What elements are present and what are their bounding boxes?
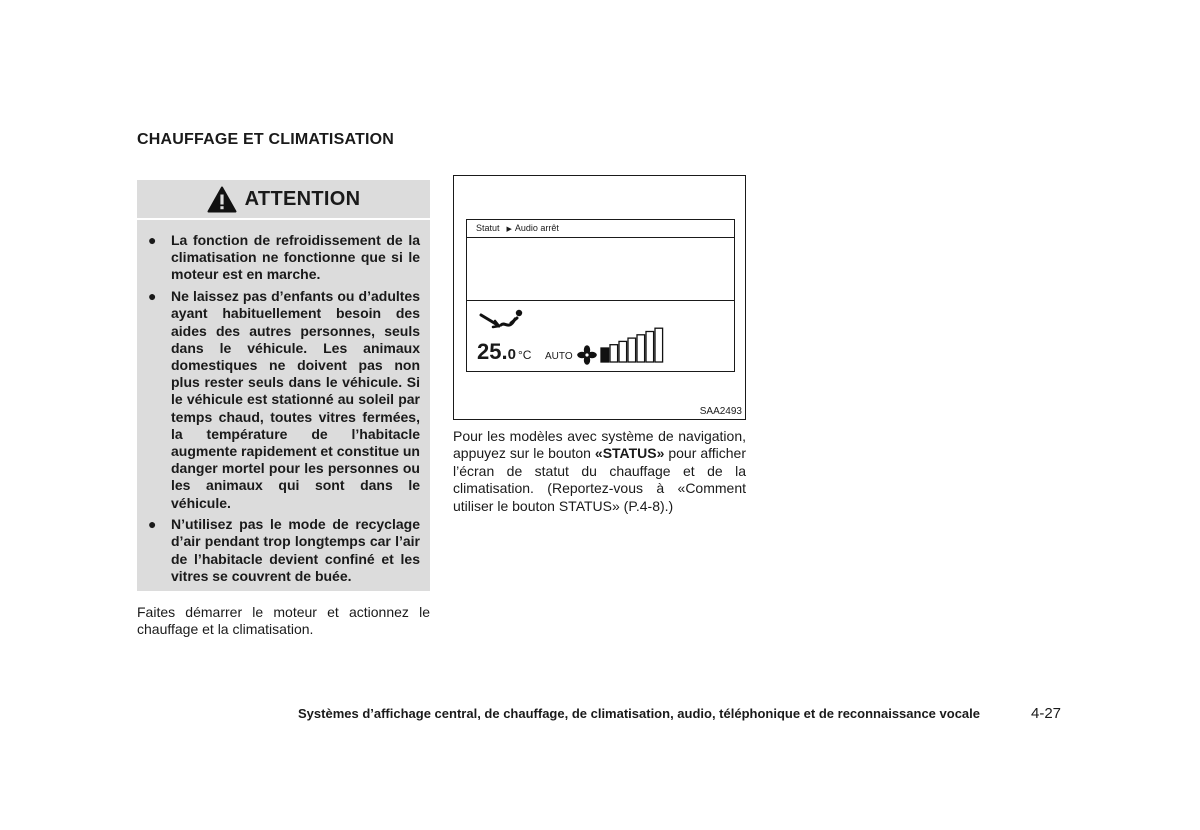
airflow-face-icon (479, 309, 529, 337)
status-button-label: «STATUS» (594, 445, 665, 462)
attention-item-text: Ne laissez pas d’enfants ou d’adultes ayant habituellement besoin des aides des autres personnes, seuls dans le véhicule. Les animaux domestiques ne doivent pas non plus rester seuls dans le véhicule. Si le véhicule est stationné au soleil par temps chaud, toutes vitres fermées, la température de l’habitacle augmente rapidement et constitue un danger mortel pour les personnes ou les animaux qui sont dans le véhicule. (171, 288, 420, 511)
attention-title: ATTENTION (244, 187, 361, 210)
attention-item (137, 288, 430, 512)
fan-speed-bar (619, 341, 627, 362)
intro-paragraph: Faites démarrer le moteur et actionnez le chauffage et la climatisation. (137, 604, 430, 638)
warning-triangle-icon (207, 186, 237, 213)
fan-speed-bars (600, 327, 680, 363)
fan-speed-bar (610, 345, 618, 362)
temperature-decimal: 0 (507, 346, 516, 363)
status-paragraph-part: pour afficher l’écran de statut du chauffage et de la climatisation. (Reportez-vous à «Comment utiliser le bouton STATUS» (P.4-8).) (453, 445, 746, 514)
attention-header (137, 180, 430, 220)
triangle-right-icon: ▶ (506, 226, 512, 233)
status-paragraph-part: Pour les modèles avec système de navigation, appuyez sur le bouton (453, 428, 746, 462)
fan-speed-bar (637, 335, 645, 362)
bullet-icon: ● (148, 516, 157, 533)
mode-label: AUTO (545, 351, 573, 362)
page-number: 4-27 (1031, 705, 1062, 722)
attention-box (137, 180, 430, 591)
figure-code: SAA2493 (699, 406, 742, 417)
status-label: Statut (476, 223, 500, 233)
bullet-icon: ● (148, 232, 157, 248)
temperature-unit: °C (517, 348, 532, 362)
temperature-integer: 25. (477, 339, 508, 364)
fan-speed-bar (601, 348, 609, 362)
fan-icon (577, 345, 597, 365)
attention-item-text: La fonction de refroidissement de la climatisation ne fonctionne que si le moteur est en marche. (171, 232, 420, 283)
temperature-display (477, 340, 531, 367)
screen-header (467, 220, 734, 238)
audio-status-label: Audio arrêt (514, 223, 559, 233)
status-screen-figure (453, 175, 746, 420)
status-screen (466, 219, 735, 372)
attention-item-text: N’utilisez pas le mode de recyclage d’air pendant trop longtemps car l’air de l’habitacle devient confiné et les vitres se couvrent de buée. (171, 516, 420, 584)
footer-chapter-title: Systèmes d’affichage central, de chauffage, de climatisation, audio, téléphonique et de reconnaissance vocale (298, 706, 980, 721)
bullet-icon: ● (148, 288, 157, 305)
fan-speed-bar (628, 338, 636, 362)
section-title: CHAUFFAGE ET CLIMATISATION (137, 131, 395, 148)
fan-speed-bar (655, 328, 663, 362)
attention-item (137, 232, 430, 284)
status-paragraph (453, 428, 746, 515)
fan-speed-bar (646, 332, 654, 363)
screen-divider (467, 300, 734, 301)
attention-list (137, 232, 430, 590)
attention-item (137, 516, 430, 585)
